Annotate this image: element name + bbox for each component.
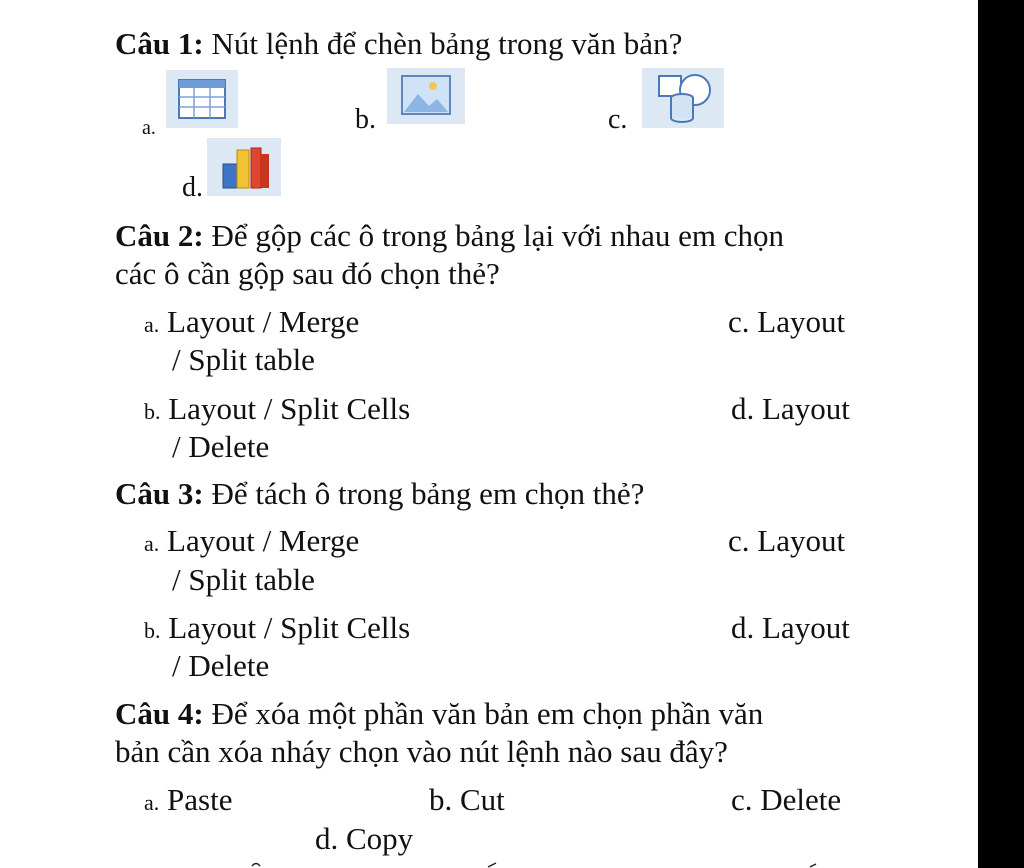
q1-text: Nút lệnh để chèn bảng trong văn bản?: [211, 26, 683, 61]
q2-label: Câu 2:: [115, 218, 204, 253]
q3-text: Để tách ô trong bảng em chọn thẻ?: [211, 476, 645, 511]
q2-line2: các ô cần gộp sau đó chọn thẻ?: [115, 256, 500, 291]
q4-option-a-letter: a.: [144, 790, 160, 815]
q2-option-b-text: Layout / Split Cells: [168, 391, 411, 426]
q2-title-line1: [115, 218, 784, 254]
q4-line1: Để xóa một phần văn bản em chọn phần văn: [211, 696, 764, 731]
q3-option-c-continued: / Split table: [172, 562, 315, 597]
q2-option-b-letter: b.: [144, 399, 161, 424]
q1-option-c-letter: c.: [608, 104, 628, 135]
q4-label: Câu 4:: [115, 696, 204, 731]
shapes-icon: [642, 68, 724, 128]
q2-option-a: [144, 304, 359, 343]
q2-option-d-continued: / Delete: [172, 429, 270, 464]
q4-option-c: c. Delete: [731, 782, 842, 817]
q4-title-line1: [115, 696, 763, 732]
q2-option-b: [144, 391, 410, 430]
q3-option-c: c. Layout: [728, 523, 846, 558]
q3-option-a: [144, 523, 359, 562]
q3-option-b: [144, 610, 410, 649]
table-icon: [166, 70, 238, 128]
q2-option-a-letter: a.: [144, 312, 160, 337]
q2-option-a-text: Layout / Merge: [167, 304, 360, 339]
q3-option-b-text: Layout / Split Cells: [168, 610, 411, 645]
q1-title: [115, 26, 682, 62]
q1-option-a-letter: a.: [142, 117, 156, 139]
q4-line2: bản cần xóa nháy chọn vào nút lệnh nào sau đây?: [115, 734, 728, 769]
q3-option-a-letter: a.: [144, 531, 160, 556]
q1-label: Câu 1:: [115, 26, 204, 61]
q2-option-c-continued: / Split table: [172, 342, 315, 377]
q3-title: [115, 476, 644, 512]
right-black-border: [978, 0, 1024, 868]
q3-option-a-text: Layout / Merge: [167, 523, 360, 558]
q3-label: Câu 3:: [115, 476, 204, 511]
q3-option-b-letter: b.: [144, 618, 161, 643]
q1-option-d-letter: d.: [182, 172, 203, 203]
q3-option-d-continued: / Delete: [172, 648, 270, 683]
q2-line1: Để gộp các ô trong bảng lại với nhau em chọn: [211, 218, 784, 253]
q4-option-b: b. Cut: [429, 782, 505, 817]
chart-icon: [207, 138, 281, 196]
q1-option-b-letter: b.: [355, 104, 376, 135]
q3-option-d: d. Layout: [731, 610, 850, 645]
q4-option-a: [144, 782, 232, 821]
q2-option-c: c. Layout: [728, 304, 846, 339]
q4-option-d: d. Copy: [315, 821, 414, 856]
q4-option-a-text: Paste: [167, 782, 233, 817]
q2-option-d: d. Layout: [731, 391, 850, 426]
cropped-next-line: [0, 858, 978, 868]
picture-icon: [387, 68, 465, 124]
